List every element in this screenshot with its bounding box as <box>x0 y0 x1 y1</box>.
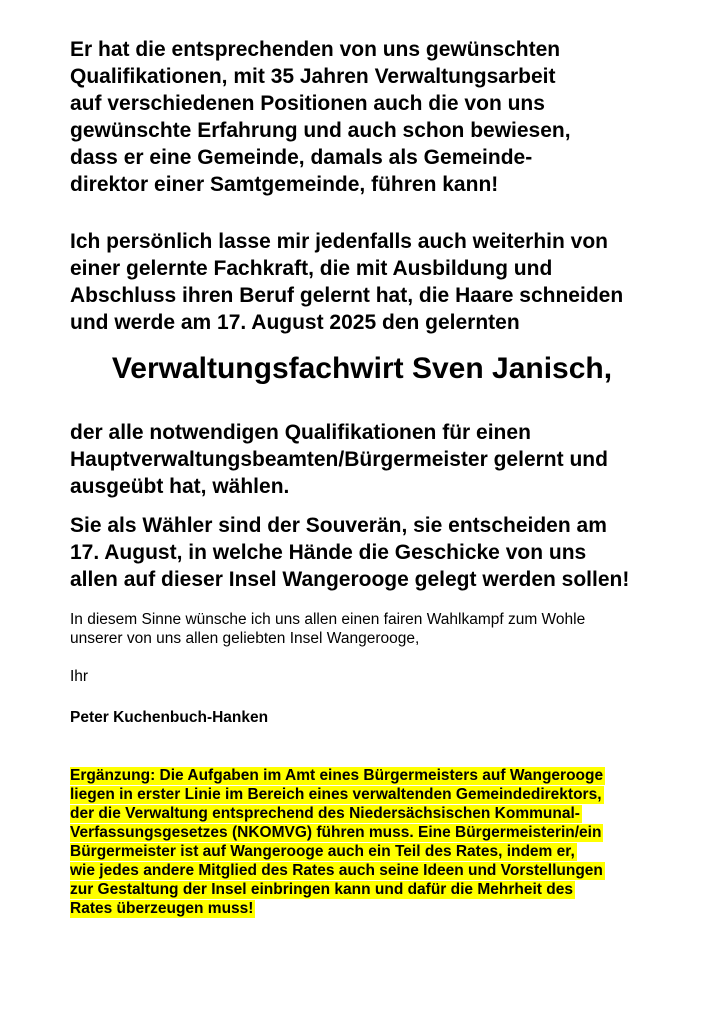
text-line: 17. August, in welche Hände die Geschicke von uns <box>70 541 587 564</box>
text-line: Abschluss ihren Beruf gelernt hat, die Haare schneiden <box>70 284 624 307</box>
highlighted-text: liegen in erster Linie im Bereich eines verwaltenden Gemeindedirektors, <box>70 786 602 803</box>
text-line: und werde am 17. August 2025 den gelernten <box>70 311 520 334</box>
highlighted-text: Rates überzeugen muss! <box>70 900 254 917</box>
highlighted-line <box>70 842 577 861</box>
highlighted-line <box>70 823 603 842</box>
highlighted-text: Bürgermeister ist auf Wangerooge auch ein Teil des Rates, indem er, <box>70 843 575 860</box>
text-line: Sie als Wähler sind der Souverän, sie entscheiden am <box>70 514 607 537</box>
highlighted-line <box>70 861 605 880</box>
text-line: Qualifikationen, mit 35 Jahren Verwaltungsarbeit <box>70 65 556 88</box>
signature: Peter Kuchenbuch-Hanken <box>70 709 269 726</box>
text-line: Er hat die entsprechenden von uns gewünschten <box>70 38 561 61</box>
text-line: gewünschte Erfahrung und auch schon bewiesen, <box>70 119 571 142</box>
text-line: unserer von uns allen geliebten Insel Wangerooge, <box>70 630 420 647</box>
text-line: Hauptverwaltungsbeamten/Bürgermeister gelernt und <box>70 448 608 471</box>
text-line: allen auf dieser Insel Wangerooge gelegt werden sollen! <box>70 568 630 591</box>
highlighted-text: der die Verwaltung entsprechend des Niedersächsischen Kommunal- <box>70 805 580 822</box>
highlighted-line <box>70 880 575 899</box>
text-line: dass er eine Gemeinde, damals als Gemeinde- <box>70 146 533 169</box>
highlighted-line <box>70 804 582 823</box>
salutation: Ihr <box>70 668 89 685</box>
highlighted-text: wie jedes andere Mitglied des Rates auch seine Ideen und Vorstellungen <box>70 862 603 879</box>
text-line: auf verschiedenen Positionen auch die von uns <box>70 92 545 115</box>
candidate-headline: Verwaltungsfachwirt Sven Janisch, <box>111 352 613 385</box>
highlighted-text: zur Gestaltung der Insel einbringen kann und dafür die Mehrheit des <box>70 881 573 898</box>
highlighted-line <box>70 785 604 804</box>
text-line: ausgeübt hat, wählen. <box>70 475 290 498</box>
text-line: Ich persönlich lasse mir jedenfalls auch weiterhin von <box>70 230 609 253</box>
highlighted-text: Verfassungsgesetzes (NKOMVG) führen muss. Eine Bürgermeisterin/ein <box>70 824 602 841</box>
text-line: direktor einer Samtgemeinde, führen kann! <box>70 173 499 196</box>
text-line: der alle notwendigen Qualifikationen für einen <box>70 421 531 444</box>
highlighted-line <box>70 899 255 918</box>
highlighted-text: Ergänzung: Die Aufgaben im Amt eines Bürgermeisters auf Wangerooge <box>70 767 604 784</box>
highlighted-line <box>70 766 605 785</box>
text-line: einer gelernte Fachkraft, die mit Ausbildung und <box>70 257 553 280</box>
text-line: In diesem Sinne wünsche ich uns allen einen fairen Wahlkampf zum Wohle <box>70 611 586 628</box>
